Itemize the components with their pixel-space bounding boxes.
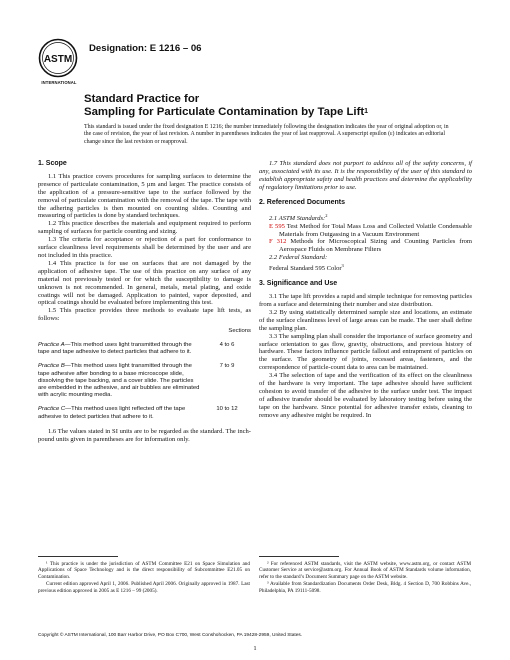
footnote-1: ¹ This practice is under the jurisdiction of ASTM Committee E21 on Space Simulation and Applications of Space Technology and is the direct responsibility of Subcommittee E21.05 on Contamination.	[38, 561, 250, 580]
method-row	[38, 342, 251, 356]
para-3-1: 3.1 The tape lift provides a rapid and simple technique for removing particles from a surface and determining their number and size distribution.	[259, 293, 472, 309]
method-sections: 4 to 6	[219, 342, 235, 349]
issuance-notice: This standard is issued under the fixed designation E 1216; the number immediately following the designation indicates the year of original adoption or, in the case of revision, the year of last revision. A number in parentheses indicates the year of last reapproval. A superscript epsilon (ε) indicates an editorial change since the last revision or reapproval.	[84, 124, 449, 145]
title-footnote-mark: 1	[364, 108, 369, 115]
para-2-1: 2.1 ASTM Standards:$^2$	[269, 212, 328, 222]
footnotes-left	[38, 561, 250, 595]
method-row	[38, 406, 251, 420]
sections-header: Sections	[228, 328, 251, 335]
method-label: Practice A	[38, 342, 65, 349]
significance-heading: 3. Significance and Use	[259, 280, 338, 288]
logo-caption: INTERNATIONAL	[41, 80, 77, 85]
para-1-7: 1.7 This standard does not purport to address all of the safety concerns, if any, associated with its use. It is the responsibility of the user of this standard to establish appropriate safety and health practices and determine the applicability of regulatory limitations prior to use.	[259, 160, 472, 191]
reference-link-f312[interactable]: F 312	[269, 238, 287, 246]
references-heading: 2. Referenced Documents	[259, 198, 345, 206]
method-sections: 7 to 9	[219, 363, 235, 370]
para-1-4: 1.4 This practice is for use on surfaces that are not damaged by the application of adhesive tape. The use of this practice on any surface of any material not previously tested or for which the susceptibility to damage is unknown is not recommended. In general, metals, metal plating, and oxide coatings will not be damaged. Application to painted, vapor deposited, and optical coatings should be evaluated before implementing this test.	[38, 259, 251, 307]
federal-standard: Federal Standard 595 Color$^3$	[269, 263, 344, 273]
document-title	[84, 93, 368, 119]
footnote-3: ³ Available from Standardization Documents Order Desk, Bldg. 4 Section D, 700 Robbins Ave., Philadelphia, PA 19111-5098.	[259, 581, 471, 594]
right-column	[259, 160, 472, 420]
para-1-2: 1.2 This practice describes the materials and equipment required to perform sampling of surfaces for particle counting and sizing.	[38, 220, 251, 236]
method-text: —This method uses light reflected off the tape adhesive to detect particles that adhere to it.	[38, 406, 186, 420]
title-main: Sampling for Particulate Contamination by Tape Lift	[84, 106, 365, 118]
para-3-3: 3.3 The sampling plan shall consider the importance of surface geometry and surface orientation to gas flow, gravity, obstructions, and previous history of hardware. These factors influence particle fallout and entrapment of particles on the surface. The geometry of joints, recessed areas, fasteners, and the correspondence of particle-count data to area can be maintained.	[259, 332, 472, 372]
method-label: Practice B	[38, 363, 65, 370]
scope-heading: 1. Scope	[38, 160, 67, 167]
para-1-5: 1.5 This practice provides three methods to evaluate tape lift tests, as follows:	[38, 307, 251, 323]
method-row	[38, 363, 251, 399]
para-1-1: 1.1 This practice covers procedures for sampling surfaces to determine the presence of particulate contamination, 5 µm and larger. The practice consists of the application of a pressure-sensitive tape to the surface followed by the removal of particulate contamination with the removal of the tape. The tape with the adhering particles is then mounted on counting slides. Counting and measuring of particles is done by standard techniques.	[38, 172, 251, 220]
para-1-3: 1.3 The criteria for acceptance or rejection of a part for conformance to surface cleanliness level requirements shall be determined by the user and are not included in this practice.	[38, 236, 251, 259]
footnotes-right	[259, 561, 471, 595]
para-1-6: 1.6 The values stated in SI units are to be regarded as the standard. The inch-pound units given in parentheses are for information only.	[38, 427, 251, 443]
svg-text:ASTM: ASTM	[43, 54, 73, 65]
title-line-1: Standard Practice for	[84, 93, 200, 105]
reference-link-e595[interactable]: E 595	[269, 222, 285, 230]
footnote-1-edition: Current edition approved April 1, 2006. Published April 2006. Originally approved in 1987. Last previous edition approved in 2005 as E 1216 – 99 (2005).	[38, 581, 250, 594]
designation: Designation: E 1216 – 06	[89, 43, 202, 54]
para-3-4: 3.4 The selection of tape and the verification of its effect on the cleanliness of the hardware is very important. The tape adhesive should have sufficient cohesion to avoid transfer of the adhesive to the surface under test. The impact of adhesive transfer should be evaluated by laboratory testing before using the tape on the hardware. Since potential for adhesive transfer exists, cleaning to remove any adhesive might be required. In	[259, 372, 472, 419]
method-sections: 10 to 12	[216, 406, 238, 413]
reference-item: E 595 Test Method for Total Mass Loss and Collected Volatile Condensable Materials from Outgassing in a Vacuum Environment	[269, 222, 472, 238]
left-column	[38, 160, 251, 444]
astm-logo	[38, 38, 78, 78]
method-text: —This method uses light transmitted through the tape adhesive after bonding to a base microscope slide, dissolving the tape backing, and a cover slide. The particles are embedded in the adhesive, and air bubbles are eliminated with acrylic mounting media.	[38, 363, 200, 399]
para-3-2: 3.2 By using statistically determined sample size and locations, an estimate of the surface cleanliness level of large areas can be made. The user shall define the sampling plan.	[259, 308, 472, 332]
reference-item: F 312 Methods for Microscopical Sizing and Counting Particles from Aerospace Fluids on Membrane Filters	[269, 238, 472, 254]
footnote-divider	[38, 556, 118, 557]
copyright-line: Copyright © ASTM International, 100 Barr Harbor Drive, PO Box C700, West Conshohocken, PA 19428-2959, United States.	[38, 633, 303, 638]
para-2-2: 2.2 Federal Standard:	[269, 254, 328, 262]
method-label: Practice C	[38, 406, 66, 413]
footnote-divider	[259, 556, 339, 557]
method-text: —This method uses light transmitted through the tape and tape adhesive to detect particles that adhere to it.	[38, 342, 192, 356]
title-line-2	[84, 106, 368, 119]
page-number: 1	[253, 645, 257, 652]
footnote-2: ² For referenced ASTM standards, visit the ASTM website, www.astm.org, or contact ASTM Customer Service at service@astm.org. For Annual Book of ASTM Standards volume information, refer to the standard’s Document Summary page on the ASTM website.	[259, 561, 471, 580]
